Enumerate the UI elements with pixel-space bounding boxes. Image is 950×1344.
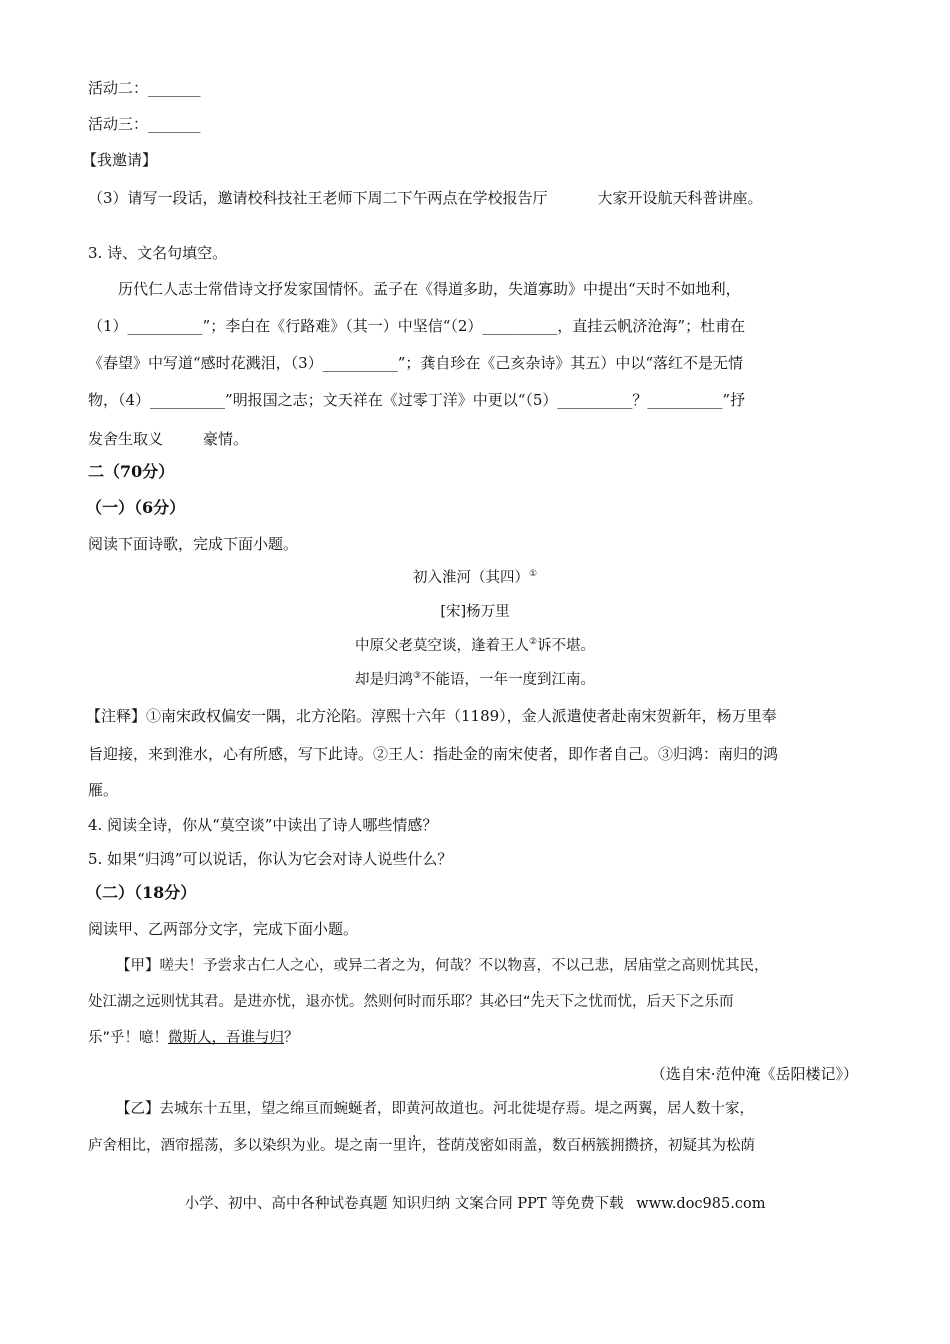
read-text-instruction: 阅读甲、乙两部分文字，完成下面小题。 [88,920,359,938]
poem-line-1 [0,636,950,656]
activity-2-line: 活动二：_______ [88,79,201,97]
activity-3-line: 活动三：_______ [88,115,201,133]
text-yi-line-1: 【乙】去城东十五里，望之绵亘而蜿蜒者，即黄河故道也。河北徙堤存焉。堤之两翼，居人数十家， [116,1101,754,1117]
read-poem-instruction: 阅读下面诗歌，完成下面小题。 [88,535,299,553]
q3-line-5-part2: 豪情。 [203,430,249,448]
text-jia-line-3 [88,1028,299,1048]
annotation-line-2: 旨迎接，来到淮水，心有所感，写下此诗。②王人：指赴金的南宋使者，即作者自己。③归鸿：南归的鸿 [88,745,779,763]
text-yi-line-2 [88,1136,755,1156]
poem-line-2-part1: 却是归鸿 [354,672,413,688]
poem-line-1-part1: 中原父老莫空谈，逢着王人 [354,638,529,654]
poem-line-2-part2: 不能语，一年一度到江南。 [421,672,596,688]
text-jia-line-2-part2: 天下之忧而忧，后天下之乐而 [545,994,734,1010]
footer-text: 小学、初中、高中各种试卷真题 知识归纳 文案合同 PPT 等免费下载 [184,1196,624,1212]
text-yi-line-2-part1: 庐舍相比，酒帘摇荡，多以染织为业。堤之南一里 [88,1138,407,1154]
invite-question [88,188,763,208]
poem-author: [宋]杨万里 [440,604,510,620]
subsection-2-heading: （二）（18分） [86,883,197,902]
q3-line-2: （1）__________”；李白在《行路难》（其一）中坚信“（2）__________，直挂云帆济沧海”；杜甫在 [88,317,746,335]
emphasized-char-xu: 许 [407,1138,422,1154]
text-jia-line-2-part1: 处江湖之远则忧其君。是进亦忧，退亦忧。然则何时而乐耶？其必曰“ [88,994,531,1010]
invite-question-part1: （3）请写一段话，邀请校科技社王老师下周二下午两点在学校报告厅 [88,189,548,207]
poem-title [0,568,950,588]
poem-line-1-part2: 诉不堪。 [537,638,596,654]
subsection-1-heading: （一）（6分） [86,498,186,517]
q3-line-5 [88,429,248,449]
q3-line-4: 物，（4）__________”明报国之志；文天祥在《过零丁洋》中更以“（5）__________？__________”抒 [88,391,746,409]
text-jia-line-1-part2: 古仁人之心，或异二者之为，何哉？不以物喜，不以己悲，居庙堂之高则忧其民， [246,958,769,974]
text-jia-line-3-part1: 乐”乎！噫！ [88,1030,169,1046]
question-5: 5. 如果“归鸿”可以说话，你认为它会对诗人说些什么？ [88,850,453,868]
underlined-phrase: 微斯人，吾谁与归 [168,1030,285,1046]
text-jia-line-1-part1: 【甲】嗟夫！予尝 [116,958,232,974]
text-jia-line-3-part2: ？ [284,1030,299,1046]
poem-title-text: 初入淮河（其四） [412,570,529,586]
text-yi-line-2-part2: ，苍荫茂密如雨盖，数百柄簇拥攒挤，初疑其为松荫 [421,1138,755,1154]
q3-line-1: 历代仁人志士常借诗文抒发家国情怀。孟子在《得道多助，失道寡助》中提出“天时不如地利， [118,280,741,298]
q3-title: 3. 诗、文名句填空。 [88,244,228,262]
poem-line-1-note: ② [528,637,538,648]
q3-line-3: 《春望》中写道“感时花溅泪，（3）__________”；龚自珍在《己亥杂诗》其五）中以“落红不是无情 [88,354,744,372]
footer-url[interactable]: www.doc985.com [636,1196,766,1212]
annotation-line-1: 【注释】①南宋政权偏安一隅，北方沦陷。淳熙十六年（1189），金人派遣使者赴南宋贺新年，杨万里奉 [86,707,777,725]
poem-title-note: ① [528,569,538,580]
source-citation: （选自宋·范仲淹《岳阳楼记》） [650,1065,858,1083]
invite-heading: 【我邀请】 [82,151,158,169]
emphasized-char-xian: 先 [530,994,546,1010]
q3-line-5-part1: 发舍生取义 [88,430,164,448]
page-footer [0,1192,950,1213]
question-4: 4. 阅读全诗，你从“莫空谈”中读出了诗人哪些情感？ [88,816,438,834]
poem-line-2 [0,670,950,690]
section-2-heading: 二（70分） [88,462,175,481]
emphasized-char-qiu: 求 [232,958,247,974]
text-jia-line-2 [88,992,734,1012]
poem-line-2-note: ③ [412,671,422,682]
invite-question-part2: 大家开设航天科普讲座。 [597,189,763,207]
text-jia-line-1 [116,956,769,976]
annotation-line-3: 雁。 [88,781,119,799]
